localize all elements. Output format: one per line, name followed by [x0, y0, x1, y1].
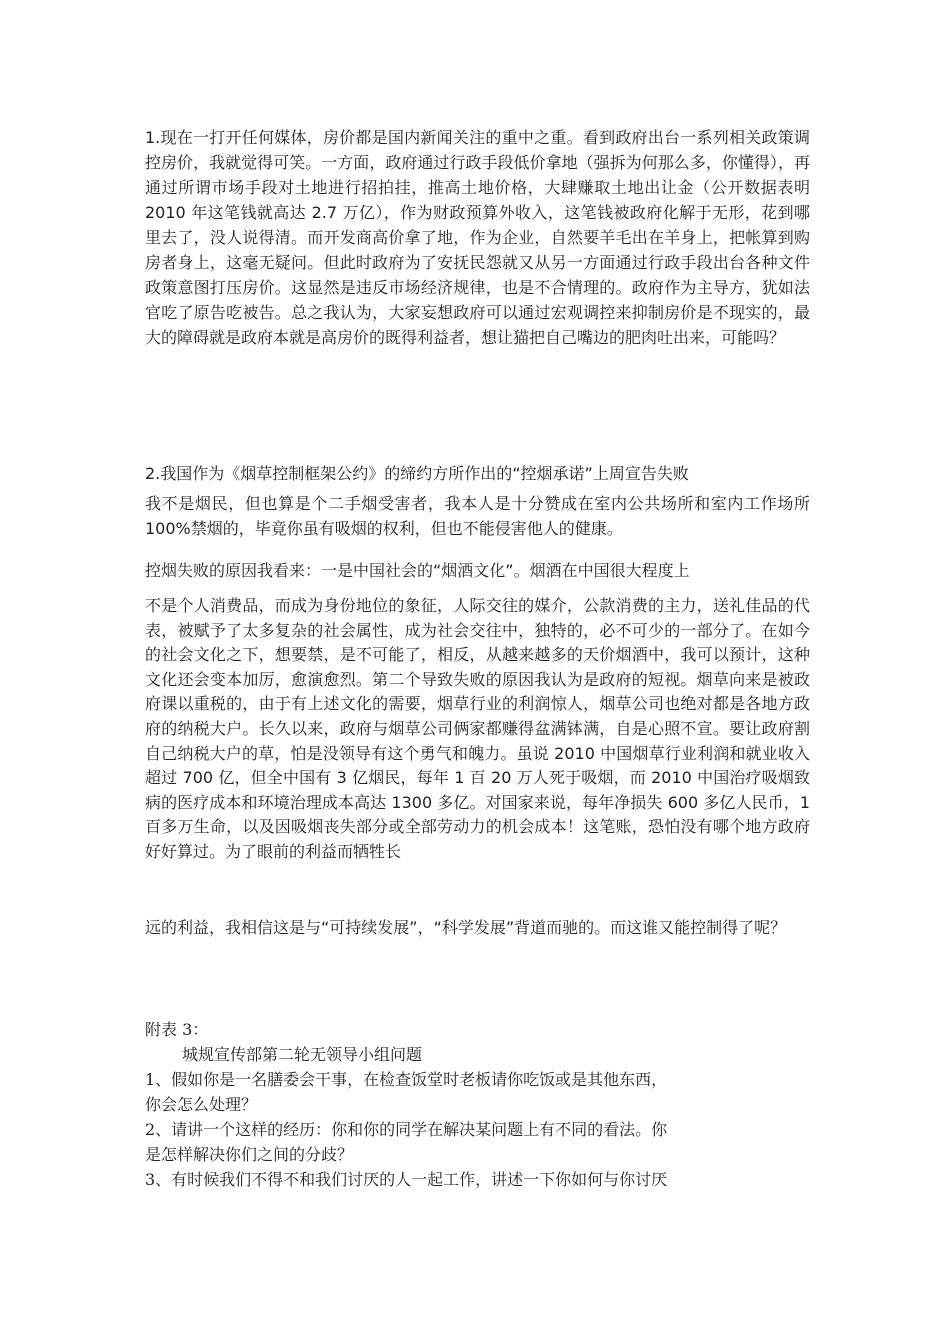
- appendix-subtitle: 城规宣传部第二轮无领导小组问题: [182, 1045, 423, 1064]
- question-1-line-1: 1、假如你是一名膳委会干事，在检查饭堂时老板请你吃饭或是其他东西，: [145, 1070, 668, 1089]
- appendix-question-list: [145, 1067, 810, 1192]
- question-2-line-2: 是怎样解决你们之间的分歧？: [145, 1145, 354, 1164]
- paragraph-tobacco-intro: 我不是烟民，但也算是个二手烟受害者，我本人是十分赞成在室内公共场所和室内工作场所 100%禁烟的，毕竟你虽有吸烟的权利，但也不能侵害他人的健康。: [145, 494, 810, 538]
- question-2-line-1: 2、请讲一个这样的经历：你和你的同学在解决某问题上有不同的看法。你: [145, 1120, 668, 1139]
- question-3-line-1: 3、有时候我们不得不和我们讨厌的人一起工作，讲述一下你如何与你讨厌: [145, 1170, 668, 1189]
- paragraph-tobacco-reason-body: 不是个人消费品，而成为身份地位的象征，人际交往的媒介，公款消费的主力，送礼佳品的代表，被赋予了太多复杂的社会属性，成为社会交往中，独特的，必不可少的一部分了。在如今的社会文化之下，想要禁，是不可能了，相反，从越来越多的天价烟酒中，我可以预计，这种文化还会变本加厉，愈演愈烈。第二个导致失败的原因我认为是政府的短视。烟草向来是被政府课以重税的，由于有上述文化的需要，烟草行业的利润惊人，烟草公司也绝对都是各地方政府的纳税大户。长久以来，政府与烟草公司俩家都赚得盆满钵满，自是心照不宣。要让政府割自己纳税大户的草，怕是没领导有这个勇气和魄力。虽说 2010 中国烟草行业利润和就业收入超过 700 亿，但全中国有 3 亿烟民，每年 1 百 20 万人死于吸烟，而 2010 中国治疗吸烟致病的医疗成本和环境治理成本高达 1300 多亿。对国家来说，每年净损失 600 多亿人民币，1 百多万生命，以及因吸烟丧失部分或全部劳动力的机会成本！这笔账，恐怕没有哪个地方政府好好算过。为了眼前的利益而牺牲长: [145, 596, 810, 861]
- appendix-label: 附表 3：: [145, 1020, 209, 1039]
- paragraph-housing-prices: 1.现在一打开任何媒体，房价都是国内新闻关注的重中之重。看到政府出台一系列相关政策调控房价，我就觉得可笑。一方面，政府通过行政手段低价拿地（强拆为何那么多，你懂得），再通过所谓市场手段对土地进行招拍挂，推高土地价格，大肆赚取土地出让金（公开数据表明 2010 年这笔钱就高达 2.7 万亿），作为财政预算外收入，这笔钱被政府化解于无形，花到哪里去了，没人说得清。而开发商高价拿了地，作为企业，自然要羊毛出在羊身上，把帐算到购房者身上，这毫无疑问。但此时政府为了安抚民怨就又从另一方面通过行政手段出台各种文件政策意图打压房价。这显然是违反市场经济规律，也是不合情理的。政府作为主导方，犹如法官吃了原告吃被告。总之我认为，大家妄想政府可以通过宏观调控来抑制房价是不现实的，最大的障碍就是政府本就是高房价的既得利益者，想让猫把自己嘴边的肥肉吐出来，可能吗？: [145, 128, 810, 347]
- paragraph-tobacco-reason-lead: 控烟失败的原因我看来：一是中国社会的“烟酒文化”。烟酒在中国很大程度上: [145, 561, 690, 580]
- paragraph-tobacco-title: 2.我国作为《烟草控制框架公约》的缔约方所作出的“控烟承诺”上周宣告失败: [145, 464, 689, 483]
- question-1-line-2: 你会怎么处理？: [145, 1095, 258, 1114]
- paragraph-tobacco-conclusion: 远的利益，我相信这是与“可持续发展”，“科学发展”背道而驰的。而这谁又能控制得了呢？: [145, 918, 787, 937]
